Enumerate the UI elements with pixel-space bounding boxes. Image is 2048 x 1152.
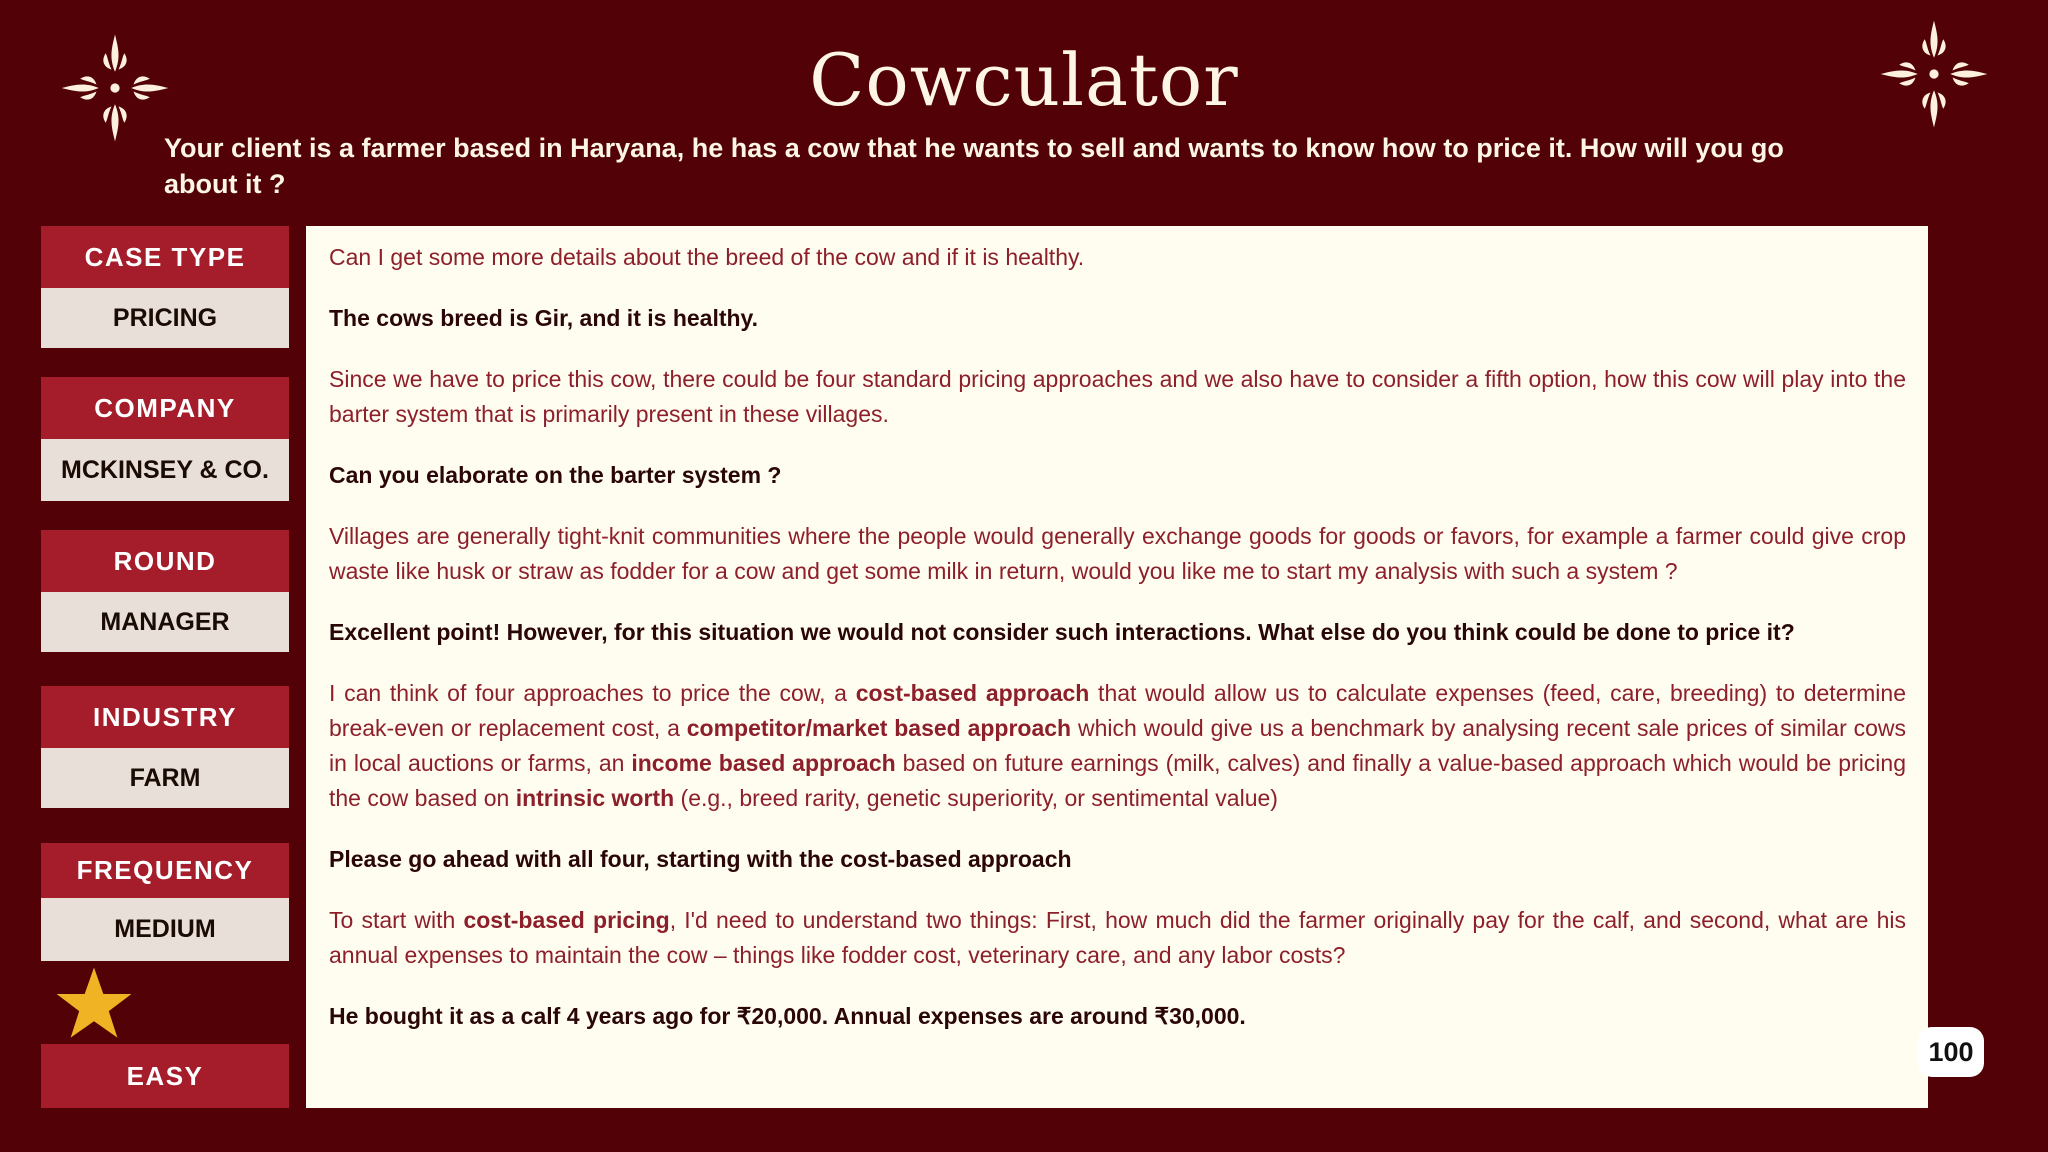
candidate-message [329, 903, 1906, 973]
interviewer-message: Please go ahead with all four, starting with the cost-based approach [329, 846, 1072, 872]
candidate-message: Since we have to price this cow, there could be four standard pricing approaches and we also have to consider a fifth option, how this cow will play into the barter system that is primarily present in these villages. [329, 366, 1906, 427]
highlighted-term: income based approach [631, 750, 896, 776]
conversation-panel [306, 226, 1928, 1108]
frequency-value: MEDIUM [41, 898, 289, 961]
interviewer-message: The cows breed is Gir, and it is healthy. [329, 305, 759, 331]
case-question: Your client is a farmer based in Haryana, he has a cow that he wants to sell and wants to know how to price it. How will you go about it ? [164, 133, 1784, 199]
case-type-label: CASE TYPE [41, 226, 289, 288]
round-block [41, 530, 289, 652]
industry-label: INDUSTRY [41, 686, 289, 748]
company-block [41, 377, 289, 501]
star-icon [54, 966, 134, 1040]
difficulty-label: EASY [41, 1044, 289, 1108]
message-text: based on future earnings (milk, calves) and finally a value-based approach which would be pricing the cow based on [329, 750, 1907, 811]
industry-block [41, 686, 289, 808]
interviewer-message: Can you elaborate on the barter system ? [329, 462, 782, 488]
message-text: which would give us a benchmark by analysing recent sale prices of similar cows in local auctions or farms, an [329, 715, 1906, 776]
case-type-block [41, 226, 289, 348]
industry-value: FARM [41, 748, 289, 808]
page-number: 100 [1918, 1027, 1984, 1077]
round-label: ROUND [41, 530, 289, 592]
message-text: that would allow us to calculate expenses (feed, care, breeding) to determine break-even or replacement cost, a [329, 680, 1906, 741]
highlighted-term: intrinsic worth [515, 785, 675, 811]
interviewer-message: He bought it as a calf 4 years ago for ₹20,000. Annual expenses are around ₹30,000. [329, 1003, 1246, 1029]
round-value: MANAGER [41, 592, 289, 652]
company-value: MCKINSEY & CO. [41, 439, 289, 501]
company-label: COMPANY [41, 377, 289, 439]
message-text: (e.g., breed rarity, genetic superiority, or sentimental value) [674, 785, 1278, 811]
candidate-message [329, 676, 1906, 816]
candidate-message: Villages are generally tight-knit communities where the people would generally exchange goods for goods or favors, for example a farmer could give crop waste like husk or straw as fodder for a cow and get some milk in return, would you like me to start my analysis with such a system ? [329, 523, 1906, 584]
page-title: Cowculator [809, 38, 1239, 122]
message-text: I can think of four approaches to price the cow, a [329, 680, 856, 706]
message-text: , I'd need to understand two things: First, how much did the farmer originally pay for the calf, and second, what are his annual expenses to maintain the cow – things like fodder cost, veterinary care, and any labor costs? [329, 907, 1906, 968]
message-text: To start with [329, 907, 464, 933]
candidate-message: Can I get some more details about the breed of the cow and if it is healthy. [329, 244, 1085, 270]
highlighted-term: cost-based pricing [463, 907, 670, 933]
frequency-label: FREQUENCY [41, 843, 289, 898]
interviewer-message: Excellent point! However, for this situation we would not consider such interactions. What else do you think could be done to price it? [329, 619, 1795, 645]
case-type-value: PRICING [41, 288, 289, 348]
frequency-block [41, 843, 289, 961]
highlighted-term: cost-based approach [855, 680, 1090, 706]
highlighted-term: competitor/market based approach [686, 715, 1072, 741]
